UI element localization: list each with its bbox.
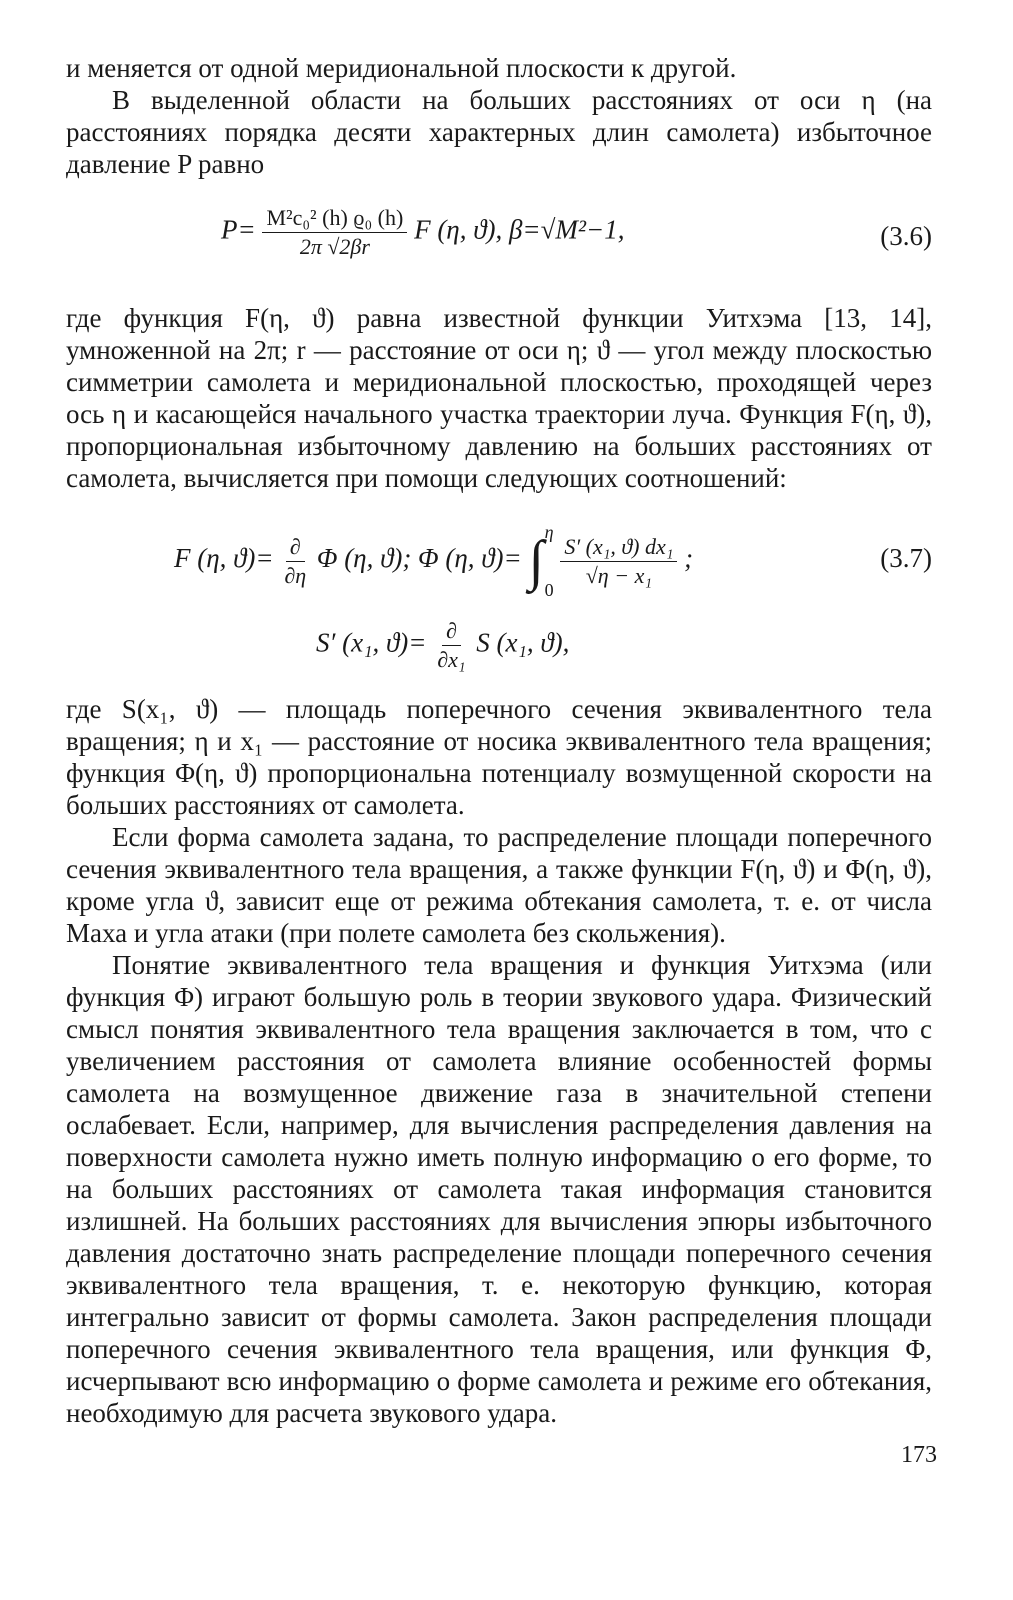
paragraph-6: Понятие эквивалентного тела вращения и функция Уитхэма (или функция Φ) играют большую роль в теории звукового удара. Физический смысл понятия эквивалентного тела вращения заключается в том, что с увеличением расстояния от самолета влияние особенностей формы самолета на возмущенное движение газа в значительной степени ослабевает. Если, например, для вычисления распределения давления на поверхности самолета нужно иметь полную информацию о его форме, то на больших расстояниях от самолета такая информация становится излишней. На больших расстояниях для вычисления эпюры избыточного давления достаточно знать распределение площади поперечного сечения эквивалентного тела вращения, т. е. некоторую функцию, которая интегрально зависит от формы самолета. Закон распределения площади поперечного сечения эквивалентного тела вращения, или функция Φ, исчерпывают всю информацию о форме самолета и режиме его обтекания, необходимую для расчета звукового удара. bbox=[66, 950, 932, 1428]
equation-3-7 bbox=[66, 512, 932, 617]
eq3-deriv-num: ∂ bbox=[442, 617, 461, 646]
equation-label-3-7: (3.7) bbox=[880, 543, 932, 573]
eq2-integrand-den: √η − x₁ bbox=[585, 562, 652, 588]
eq3-lhs: S′ (x₁, ϑ)= bbox=[316, 627, 427, 658]
eq2-lhs: F (η, ϑ)= bbox=[174, 543, 274, 574]
eq2-tail: ; bbox=[684, 543, 694, 574]
paragraph-2: В выделенной области на больших расстояниях от оси η (на расстояниях порядка десяти характерных длин самолета) избыточное давление P равно bbox=[66, 85, 932, 179]
equation-3-6 bbox=[66, 186, 932, 296]
page-number: 173 bbox=[901, 1442, 937, 1468]
eq1-numerator: M²c₀² (h) ϱ₀ (h) bbox=[262, 204, 407, 233]
integral-upper-limit: η bbox=[544, 522, 554, 542]
eq2-integrand-num: S′ (x₁, ϑ) dx₁ bbox=[560, 533, 677, 562]
eq2-mid: Φ (η, ϑ); Φ (η, ϑ)= bbox=[316, 543, 522, 574]
paragraph-1: и меняется от одной меридиональной плоскости к другой. bbox=[66, 53, 737, 83]
paragraph-3: где функция F(η, ϑ) равна известной функции Уитхэма [13, 14], умноженной на 2π; r — расстояние от оси η; ϑ — угол между плоскостью симметрии самолета и меридиональной плоскостью, проходящей через ось η и касающейся начального участка траектории луча. Функция F(η, ϑ), пропорциональная избыточному давлению на больших расстояниях от самолета, вычисляется при помощи следующих соотношений: bbox=[66, 303, 932, 493]
paragraph-4: где S(x₁, ϑ) — площадь поперечного сечения эквивалентного тела вращения; η и x₁ — расстояние от носика эквивалентного тела вращения; функция Φ(η, ϑ) пропорциональна потенциалу возмущенной скорости на больших расстояниях от самолета. bbox=[66, 694, 932, 820]
equation-label-3-6: (3.6) bbox=[880, 221, 932, 251]
eq3-deriv-den: ∂x₁ bbox=[437, 647, 466, 672]
eq1-rhs: F (η, ϑ), β=√M²−1, bbox=[414, 214, 625, 245]
eq3-rhs: S (x₁, ϑ), bbox=[476, 627, 570, 658]
integral-lower-limit: 0 bbox=[544, 580, 554, 600]
eq2-deriv-num: ∂ bbox=[286, 533, 305, 562]
integral-sign: ∫ bbox=[528, 530, 544, 592]
eq1-lhs: P= bbox=[221, 214, 256, 245]
paragraph-5: Если форма самолета задана, то распределение площади поперечного сечения эквивалентного тела вращения, а также функции F(η, ϑ) и Φ(η, ϑ), кроме угла ϑ, зависит еще от режима обтекания самолета, т. е. от числа Маха и угла атаки (при полете самолета без скольжения). bbox=[66, 822, 932, 948]
equation-s-prime bbox=[66, 617, 932, 683]
eq2-deriv-den: ∂η bbox=[284, 562, 307, 588]
eq1-denominator: 2π √2βr bbox=[299, 234, 370, 259]
page-body bbox=[66, 52, 932, 1429]
